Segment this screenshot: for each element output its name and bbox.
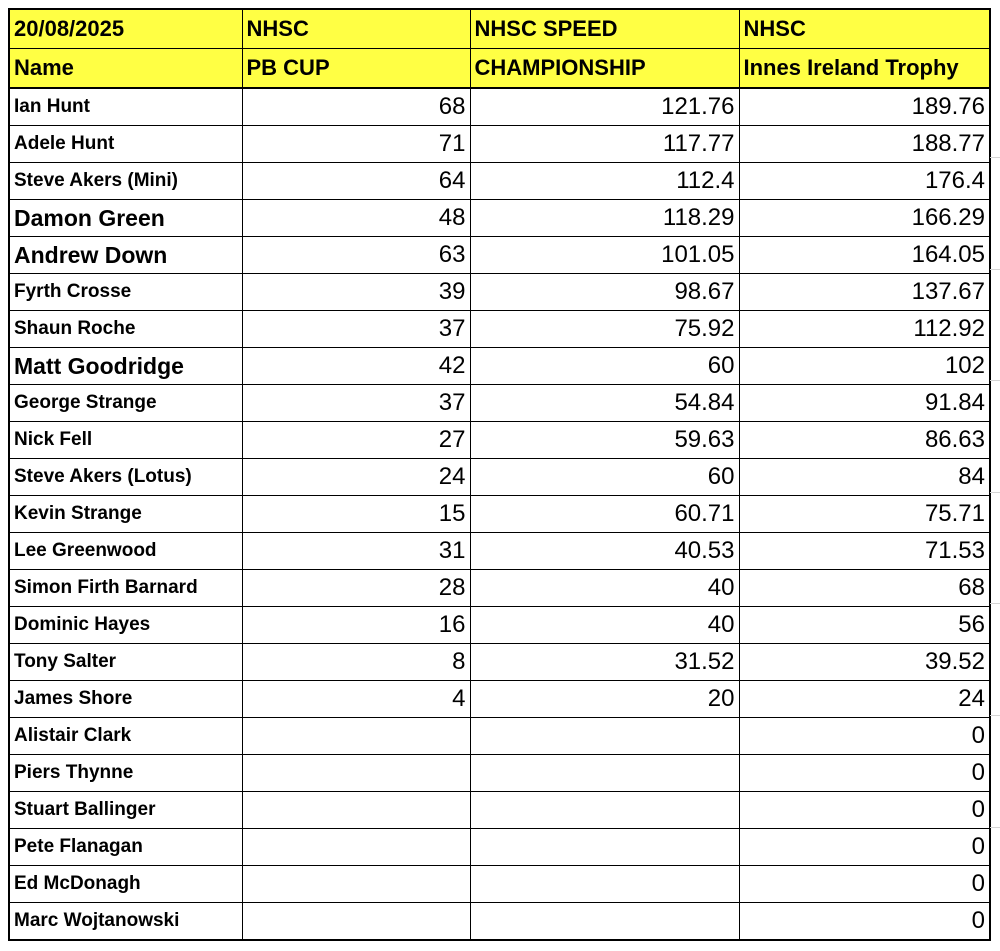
trophy-cell[interactable]: 0 <box>739 866 990 903</box>
trophy-cell[interactable]: 56 <box>739 607 990 644</box>
pb-cup-cell[interactable]: 37 <box>242 311 470 348</box>
name-cell[interactable]: Tony Salter <box>9 644 242 681</box>
speed-championship-cell[interactable] <box>470 718 739 755</box>
table-row <box>9 755 990 792</box>
name-cell[interactable]: Ian Hunt <box>9 88 242 126</box>
speed-championship-cell[interactable]: 31.52 <box>470 644 739 681</box>
name-cell[interactable]: Dominic Hayes <box>9 607 242 644</box>
trophy-cell[interactable]: 24 <box>739 681 990 718</box>
name-cell[interactable]: Shaun Roche <box>9 311 242 348</box>
name-cell[interactable]: Nick Fell <box>9 422 242 459</box>
speed-championship-cell[interactable]: 98.67 <box>470 274 739 311</box>
pb-cup-cell[interactable]: 15 <box>242 496 470 533</box>
name-cell[interactable]: Simon Firth Barnard <box>9 570 242 607</box>
header-championship-cell[interactable]: CHAMPIONSHIP <box>470 49 739 89</box>
table-row <box>9 792 990 829</box>
table-row <box>9 718 990 755</box>
speed-championship-cell[interactable] <box>470 755 739 792</box>
speed-championship-cell[interactable]: 20 <box>470 681 739 718</box>
pb-cup-cell[interactable] <box>242 718 470 755</box>
speed-championship-cell[interactable] <box>470 866 739 903</box>
trophy-cell[interactable]: 0 <box>739 792 990 829</box>
pb-cup-cell[interactable]: 4 <box>242 681 470 718</box>
header-name-cell[interactable]: Name <box>9 49 242 89</box>
trophy-cell[interactable]: 0 <box>739 829 990 866</box>
name-cell[interactable]: Damon Green <box>9 200 242 237</box>
pb-cup-cell[interactable]: 16 <box>242 607 470 644</box>
table-row <box>9 607 990 644</box>
name-cell[interactable]: Andrew Down <box>9 237 242 274</box>
table-row <box>9 570 990 607</box>
name-cell[interactable]: Adele Hunt <box>9 126 242 163</box>
speed-championship-cell[interactable] <box>470 792 739 829</box>
name-cell[interactable]: Steve Akers (Lotus) <box>9 459 242 496</box>
table-row <box>9 348 990 385</box>
pb-cup-cell[interactable]: 48 <box>242 200 470 237</box>
trophy-cell[interactable]: 176.4 <box>739 163 990 200</box>
table-row <box>9 237 990 274</box>
trophy-cell[interactable]: 68 <box>739 570 990 607</box>
speed-championship-cell[interactable]: 60 <box>470 348 739 385</box>
pb-cup-cell[interactable] <box>242 792 470 829</box>
speed-championship-cell[interactable]: 59.63 <box>470 422 739 459</box>
pb-cup-cell[interactable]: 64 <box>242 163 470 200</box>
table-row <box>9 681 990 718</box>
header-trophy-cell[interactable]: Innes Ireland Trophy <box>739 49 990 89</box>
speed-championship-cell[interactable]: 112.4 <box>470 163 739 200</box>
trophy-cell[interactable]: 86.63 <box>739 422 990 459</box>
name-cell[interactable]: Steve Akers (Mini) <box>9 163 242 200</box>
speed-championship-cell[interactable]: 40.53 <box>470 533 739 570</box>
table-row <box>9 163 990 200</box>
sheet-gridline <box>990 269 1000 270</box>
table-row <box>9 385 990 422</box>
trophy-cell[interactable]: 0 <box>739 755 990 792</box>
header-row-2 <box>9 49 990 89</box>
pb-cup-cell[interactable]: 71 <box>242 126 470 163</box>
trophy-cell[interactable]: 188.77 <box>739 126 990 163</box>
trophy-cell[interactable]: 71.53 <box>739 533 990 570</box>
trophy-cell[interactable]: 166.29 <box>739 200 990 237</box>
trophy-cell[interactable]: 91.84 <box>739 385 990 422</box>
pb-cup-cell[interactable]: 31 <box>242 533 470 570</box>
header-date-cell[interactable]: 20/08/2025 <box>9 9 242 49</box>
pb-cup-cell[interactable]: 39 <box>242 274 470 311</box>
pb-cup-cell[interactable]: 8 <box>242 644 470 681</box>
pb-cup-cell[interactable]: 37 <box>242 385 470 422</box>
pb-cup-cell[interactable]: 24 <box>242 459 470 496</box>
trophy-cell[interactable]: 84 <box>739 459 990 496</box>
table-row <box>9 644 990 681</box>
speed-championship-cell[interactable]: 121.76 <box>470 88 739 126</box>
name-cell[interactable]: Lee Greenwood <box>9 533 242 570</box>
table-row <box>9 829 990 866</box>
sheet-gridline <box>990 715 1000 716</box>
table-row <box>9 311 990 348</box>
table-row <box>9 274 990 311</box>
name-cell[interactable]: Marc Wojtanowski <box>9 903 242 941</box>
sheet-gridline <box>990 603 1000 604</box>
name-cell[interactable]: Fyrth Crosse <box>9 274 242 311</box>
table-row <box>9 88 990 126</box>
name-cell[interactable]: Alistair Clark <box>9 718 242 755</box>
results-table <box>8 8 991 941</box>
speed-championship-cell[interactable]: 101.05 <box>470 237 739 274</box>
trophy-cell[interactable]: 137.67 <box>739 274 990 311</box>
pb-cup-cell[interactable] <box>242 866 470 903</box>
name-cell[interactable]: James Shore <box>9 681 242 718</box>
pb-cup-cell[interactable]: 68 <box>242 88 470 126</box>
header-speed-title-cell[interactable]: NHSC SPEED <box>470 9 739 49</box>
speed-championship-cell[interactable]: 54.84 <box>470 385 739 422</box>
name-cell[interactable]: Stuart Ballinger <box>9 792 242 829</box>
header-pb-cup-cell[interactable]: PB CUP <box>242 49 470 89</box>
sheet-gridline <box>990 380 1000 381</box>
speed-championship-cell[interactable]: 118.29 <box>470 200 739 237</box>
speed-championship-cell[interactable] <box>470 903 739 941</box>
pb-cup-cell[interactable]: 28 <box>242 570 470 607</box>
pb-cup-cell[interactable]: 27 <box>242 422 470 459</box>
speed-championship-cell[interactable]: 40 <box>470 607 739 644</box>
table-row <box>9 496 990 533</box>
name-cell[interactable]: Pete Flanagan <box>9 829 242 866</box>
name-cell[interactable]: George Strange <box>9 385 242 422</box>
trophy-cell[interactable]: 189.76 <box>739 88 990 126</box>
trophy-cell[interactable]: 39.52 <box>739 644 990 681</box>
trophy-cell[interactable]: 0 <box>739 718 990 755</box>
table-row <box>9 459 990 496</box>
table-row <box>9 200 990 237</box>
pb-cup-cell[interactable] <box>242 829 470 866</box>
table-row <box>9 866 990 903</box>
table-row <box>9 533 990 570</box>
header-trophy-club-cell[interactable]: NHSC <box>739 9 990 49</box>
trophy-cell[interactable]: 102 <box>739 348 990 385</box>
pb-cup-cell[interactable]: 63 <box>242 237 470 274</box>
sheet-gridline <box>990 827 1000 828</box>
trophy-cell[interactable]: 164.05 <box>739 237 990 274</box>
table-row <box>9 422 990 459</box>
speed-championship-cell[interactable]: 40 <box>470 570 739 607</box>
pb-cup-cell[interactable] <box>242 903 470 941</box>
trophy-cell[interactable]: 0 <box>739 903 990 941</box>
trophy-cell[interactable]: 75.71 <box>739 496 990 533</box>
name-cell[interactable]: Matt Goodridge <box>9 348 242 385</box>
sheet-gridline <box>990 492 1000 493</box>
name-cell[interactable]: Ed McDonagh <box>9 866 242 903</box>
table-row <box>9 126 990 163</box>
header-row-1 <box>9 9 990 49</box>
sheet-gridline <box>990 157 1000 158</box>
speed-championship-cell[interactable] <box>470 829 739 866</box>
pb-cup-cell[interactable]: 42 <box>242 348 470 385</box>
speed-championship-cell[interactable]: 75.92 <box>470 311 739 348</box>
trophy-cell[interactable]: 112.92 <box>739 311 990 348</box>
speed-championship-cell[interactable]: 60.71 <box>470 496 739 533</box>
pb-cup-cell[interactable] <box>242 755 470 792</box>
speed-championship-cell[interactable]: 60 <box>470 459 739 496</box>
name-cell[interactable]: Kevin Strange <box>9 496 242 533</box>
header-pb-club-cell[interactable]: NHSC <box>242 9 470 49</box>
speed-championship-cell[interactable]: 117.77 <box>470 126 739 163</box>
name-cell[interactable]: Piers Thynne <box>9 755 242 792</box>
results-table-body <box>9 9 990 940</box>
table-row <box>9 903 990 941</box>
